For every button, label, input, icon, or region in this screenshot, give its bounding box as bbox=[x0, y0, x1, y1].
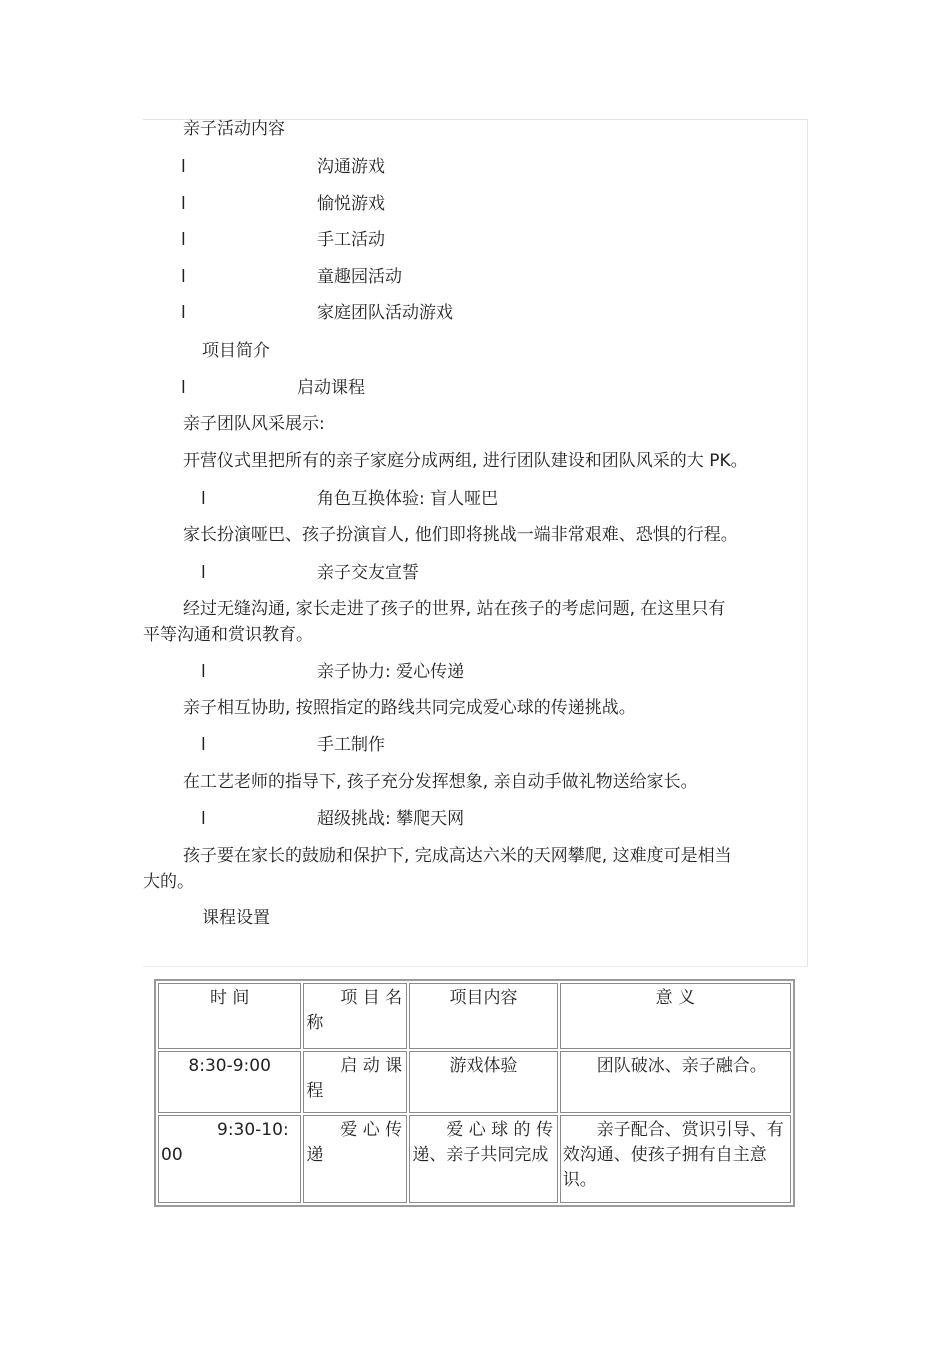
bullet-marker: l bbox=[181, 157, 186, 177]
table-header-row bbox=[158, 983, 791, 1049]
bullet-marker: l bbox=[181, 267, 186, 287]
heading-course: 课程设置 bbox=[202, 908, 270, 928]
bullet-marker: l bbox=[181, 378, 186, 398]
item-desc: 经过无缝沟通, 家长走进了孩子的世界, 站在孩子的考虑问题, 在这里只有 bbox=[183, 599, 726, 619]
table-cell: 爱 心 球 的 传递、亲子共同完成 bbox=[409, 1115, 557, 1203]
table-cell: 8:30-9:00 bbox=[158, 1051, 301, 1113]
bullet-marker: l bbox=[181, 303, 186, 323]
table-cell: 9:30-10:00 bbox=[158, 1115, 301, 1203]
item-title: 亲子协力: 爱心传递 bbox=[317, 662, 465, 682]
item-title: 超级挑战: 攀爬天网 bbox=[317, 809, 465, 829]
bullet-marker: l bbox=[201, 662, 206, 682]
item-title: 手工制作 bbox=[317, 735, 385, 755]
table-header-cell: 意 义 bbox=[560, 983, 791, 1049]
item-desc: 在工艺老师的指导下, 孩子充分发挥想象, 亲自动手做礼物送给家长。 bbox=[183, 772, 698, 792]
table-cell: 亲子配合、赏识引导、有效沟通、使孩子拥有自主意识。 bbox=[560, 1115, 791, 1203]
table-row bbox=[158, 1115, 791, 1203]
table-header-cell: 时 间 bbox=[158, 983, 301, 1049]
schedule-table bbox=[154, 979, 795, 1207]
bullet-marker: l bbox=[181, 194, 186, 214]
table-header-cell: 项目内容 bbox=[409, 983, 557, 1049]
activity-item: 愉悦游戏 bbox=[317, 194, 385, 214]
bullet-marker: l bbox=[181, 230, 186, 250]
activity-item: 手工活动 bbox=[317, 230, 385, 250]
bullet-marker: l bbox=[201, 735, 206, 755]
bullet-marker: l bbox=[201, 563, 206, 583]
table-cell: 爱 心 传递 bbox=[303, 1115, 407, 1203]
heading-activities: 亲子活动内容 bbox=[183, 119, 285, 139]
bullet-marker: l bbox=[201, 809, 206, 829]
item-title: 亲子交友宣誓 bbox=[317, 563, 419, 583]
table-cell: 团队破冰、亲子融合。 bbox=[560, 1051, 791, 1113]
item-desc: 大的。 bbox=[143, 872, 194, 892]
item-desc: 开营仪式里把所有的亲子家庭分成两组, 进行团队建设和团队风采的大 PK。 bbox=[183, 451, 748, 471]
item-desc: 亲子相互协助, 按照指定的路线共同完成爱心球的传递挑战。 bbox=[183, 698, 636, 718]
bullet-marker: l bbox=[201, 489, 206, 509]
item-desc: 平等沟通和赏识教育。 bbox=[143, 625, 313, 645]
table-cell: 启 动 课程 bbox=[303, 1051, 407, 1113]
item-title: 启动课程 bbox=[297, 378, 365, 398]
item-desc: 孩子要在家长的鼓励和保护下, 完成高达六米的天网攀爬, 这难度可是相当 bbox=[183, 846, 732, 866]
activity-item: 童趣园活动 bbox=[317, 267, 402, 287]
table-row bbox=[158, 1051, 791, 1113]
table-header-cell: 项 目 名称 bbox=[303, 983, 407, 1049]
item-title: 亲子团队风采展示: bbox=[183, 414, 325, 434]
heading-project: 项目简介 bbox=[202, 341, 270, 361]
activity-item: 沟通游戏 bbox=[317, 157, 385, 177]
activity-item: 家庭团队活动游戏 bbox=[317, 303, 453, 323]
item-desc: 家长扮演哑巴、孩子扮演盲人, 他们即将挑战一端非常艰难、恐惧的行程。 bbox=[183, 525, 738, 545]
item-title: 角色互换体验: 盲人哑巴 bbox=[317, 489, 499, 509]
table-cell: 游戏体验 bbox=[409, 1051, 557, 1113]
